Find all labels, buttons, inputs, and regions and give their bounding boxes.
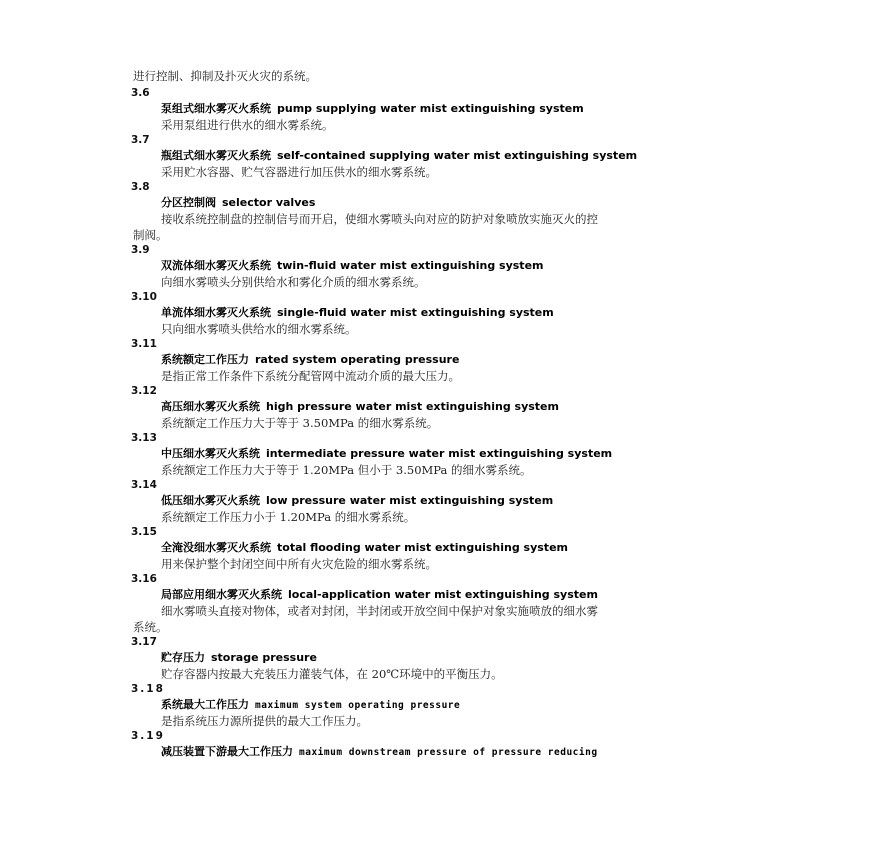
clause-number: 3.7 — [131, 134, 150, 146]
term-english: rated system operating pressure — [255, 353, 460, 366]
term-heading — [161, 148, 753, 164]
term-heading — [161, 195, 753, 211]
standard-terms-column — [133, 68, 753, 760]
term-chinese: 单流体细水雾灭火系统 — [161, 306, 271, 319]
term-heading — [161, 101, 753, 117]
term-english: intermediate pressure water mist extinguishing system — [266, 447, 613, 460]
definition-text: 采用泵组进行供水的细水雾系统。 — [161, 118, 334, 132]
term-definition — [133, 603, 753, 635]
term-heading — [161, 493, 753, 509]
term-heading — [161, 352, 753, 368]
clause-number: 3.11 — [131, 338, 157, 350]
term-chinese: 系统最大工作压力 — [161, 698, 249, 711]
clause-number: 3.14 — [131, 479, 157, 491]
term-definition — [161, 415, 753, 431]
clause-number: 3.10 — [131, 291, 157, 303]
term-definition — [161, 274, 753, 290]
definition-text: 贮存容器内按最大充装压力灌装气体，在 20℃环境中的平衡压力。 — [161, 667, 503, 681]
term-definition — [133, 211, 753, 243]
term-english: self-contained supplying water mist extinguishing system — [277, 149, 638, 162]
term-heading — [161, 305, 753, 321]
clause-number: 3.17 — [131, 636, 157, 648]
clause-number: 3.9 — [131, 244, 150, 256]
term-chinese: 高压细水雾灭火系统 — [161, 400, 260, 413]
clause-number: 3.15 — [131, 526, 157, 538]
term-heading — [161, 540, 753, 556]
term-definition — [161, 164, 753, 180]
term-definition — [161, 117, 753, 133]
term-definition — [161, 368, 753, 384]
term-english: single-fluid water mist extinguishing system — [277, 306, 554, 319]
definition-text: 接收系统控制盘的控制信号而开启，使细水雾喷头向对应的防护对象喷放实施灭火的控 — [161, 212, 598, 226]
term-english: selector valves — [222, 196, 316, 209]
term-heading — [161, 587, 753, 603]
definition-text: 是指正常工作条件下系统分配管网中流动介质的最大压力。 — [161, 369, 460, 383]
definition-text: 向细水雾喷头分别供给水和雾化介质的细水雾系统。 — [161, 275, 426, 289]
term-heading — [161, 399, 753, 415]
term-definition — [161, 556, 753, 572]
term-english: high pressure water mist extinguishing system — [266, 400, 559, 413]
term-heading — [161, 744, 753, 760]
term-definition — [161, 713, 753, 729]
clause-number: 3.16 — [131, 573, 157, 585]
term-chinese: 中压细水雾灭火系统 — [161, 447, 260, 460]
term-english: local-application water mist extinguishing system — [288, 588, 598, 601]
clause-number: 3.18 — [131, 683, 165, 695]
term-chinese: 系统额定工作压力 — [161, 353, 249, 366]
clause-number: 3.13 — [131, 432, 157, 444]
term-english: low pressure water mist extinguishing system — [266, 494, 554, 507]
clause-number: 3.8 — [131, 181, 150, 193]
term-english: twin-fluid water mist extinguishing system — [277, 259, 544, 272]
term-english: storage pressure — [211, 651, 317, 664]
term-heading — [161, 697, 753, 713]
definition-text: 用来保护整个封闭空间中所有火灾危险的细水雾系统。 — [161, 557, 437, 571]
clause-number: 3.12 — [131, 385, 157, 397]
definition-continuation: 系统。 — [133, 620, 168, 634]
term-definition — [161, 462, 753, 478]
definition-text: 系统额定工作压力大于等于 3.50MPa 的细水雾系统。 — [161, 416, 439, 430]
term-heading — [161, 446, 753, 462]
term-chinese: 局部应用细水雾灭火系统 — [161, 588, 282, 601]
definition-text: 系统额定工作压力小于 1.20MPa 的细水雾系统。 — [161, 510, 416, 524]
term-chinese: 全淹没细水雾灭火系统 — [161, 541, 271, 554]
term-heading — [161, 650, 753, 666]
term-chinese: 瓶组式细水雾灭火系统 — [161, 149, 271, 162]
term-heading — [161, 258, 753, 274]
definition-text: 采用贮水容器、贮气容器进行加压供水的细水雾系统。 — [161, 165, 437, 179]
term-english: pump supplying water mist extinguishing system — [277, 102, 584, 115]
term-chinese: 泵组式细水雾灭火系统 — [161, 102, 271, 115]
term-chinese: 低压细水雾灭火系统 — [161, 494, 260, 507]
definition-text: 是指系统压力源所提供的最大工作压力。 — [161, 714, 368, 728]
term-definition — [161, 509, 753, 525]
term-chinese: 分区控制阀 — [161, 196, 216, 209]
definition-text: 细水雾喷头直接对物体，或者对封闭，半封闭或开放空间中保护对象实施喷放的细水雾 — [161, 604, 598, 618]
term-definition — [161, 666, 753, 682]
definition-text: 只向细水雾喷头供给水的细水雾系统。 — [161, 322, 357, 336]
term-english: maximum downstream pressure of pressure reducing — [299, 747, 598, 758]
term-chinese: 双流体细水雾灭火系统 — [161, 259, 271, 272]
term-english: maximum system operating pressure — [255, 700, 461, 711]
term-english: total flooding water mist extinguishing system — [277, 541, 568, 554]
definition-text: 系统额定工作压力大于等于 1.20MPa 但小于 3.50MPa 的细水雾系统。 — [161, 463, 532, 477]
clause-number: 3.19 — [131, 730, 165, 742]
term-chinese: 减压装置下游最大工作压力 — [161, 745, 293, 758]
definition-continuation: 制阀。 — [133, 228, 168, 242]
term-definition — [161, 321, 753, 337]
intro-text: 进行控制、抑制及扑灭火灾的系统。 — [133, 69, 317, 83]
clause-number: 3.6 — [131, 87, 150, 99]
term-chinese: 贮存压力 — [161, 651, 205, 664]
